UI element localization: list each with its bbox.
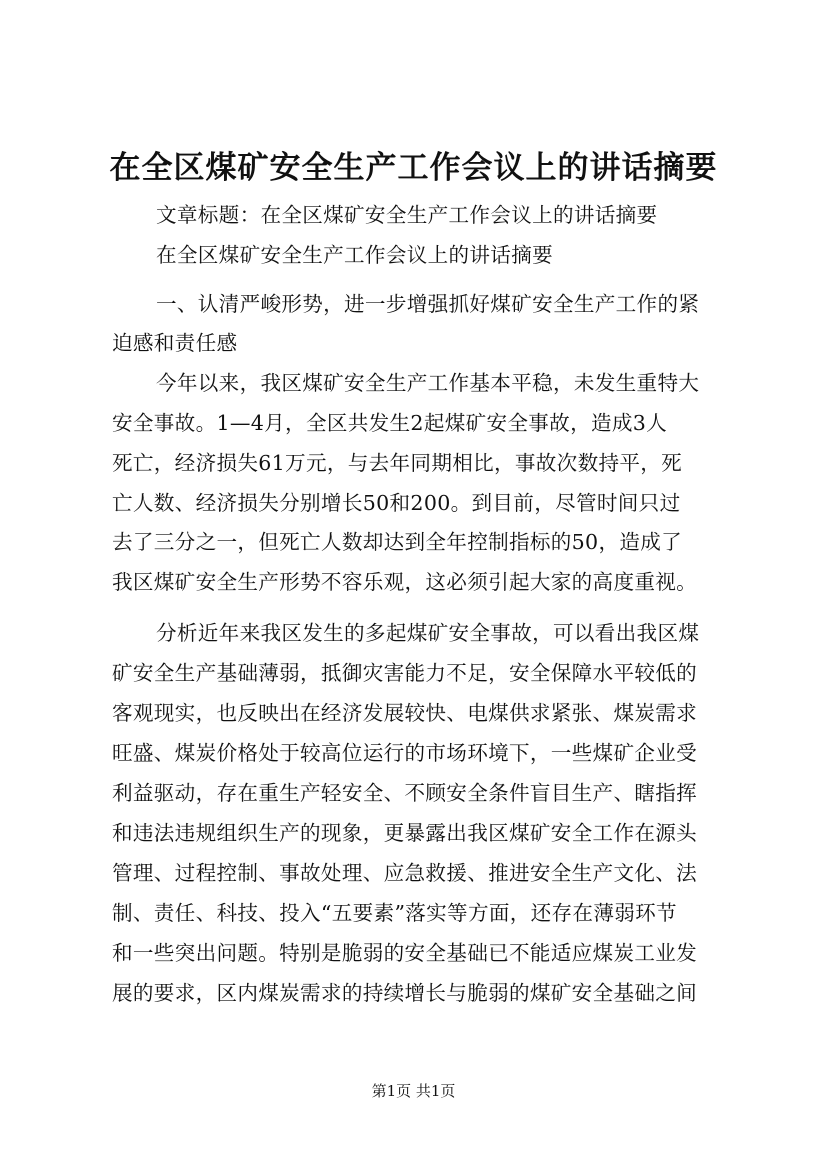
document-title: 在全区煤矿安全生产工作会议上的讲话摘要 — [109, 150, 718, 186]
subtitle: 在全区煤矿安全生产工作会议上的讲话摘要 — [156, 243, 553, 267]
page-number: 第1页 共1页 — [371, 1082, 456, 1100]
paragraph-line: 死亡，经济损失61万元，与去年同期相比，事故次数持平，死 — [112, 451, 683, 475]
paragraph-line: 分析近年来我区发生的多起煤矿安全事故，可以看出我区煤 — [156, 621, 700, 645]
paragraph-line: 去了三分之一，但死亡人数却达到全年控制指标的50，造成了 — [112, 530, 683, 554]
paragraph-line: 我区煤矿安全生产形势不容乐观，这必须引起大家的高度重视。 — [112, 570, 698, 594]
paragraph-line: 制、责任、科技、投入“五要素”落实等方面，还存在薄弱环节 — [112, 901, 677, 925]
paragraph-line: 矿安全生产基础薄弱，抵御灾害能力不足，安全保障水平较低的 — [112, 661, 698, 685]
paragraph-line: 管理、过程控制、事故处理、应急救援、推进安全生产文化、法 — [112, 861, 698, 885]
paragraph-line: 利益驱动，存在重生产轻安全、不顾安全条件盲目生产、瞎指挥 — [112, 781, 698, 805]
paragraph-line: 安全事故。1—4月，全区共发生2起煤矿安全事故，造成3人 — [112, 411, 668, 435]
section-heading-line: 迫感和责任感 — [112, 331, 238, 355]
paragraph-line: 展的要求，区内煤炭需求的持续增长与脆弱的煤矿安全基础之间 — [112, 981, 698, 1005]
paragraph-line: 和违法违规组织生产的现象，更暴露出我区煤矿安全工作在源头 — [112, 821, 698, 845]
section-heading-line: 一、认清严峻形势，进一步增强抓好煤矿安全生产工作的紧 — [156, 292, 700, 316]
paragraph-line: 亡人数、经济损失分别增长50和200。到目前，尽管时间只过 — [112, 491, 681, 515]
paragraph-line: 客观现实，也反映出在经济发展较快、电煤供求紧张、煤炭需求 — [112, 701, 698, 725]
paragraph-line: 旺盛、煤炭价格处于较高位运行的市场环境下，一些煤矿企业受 — [112, 741, 698, 765]
article-title-label: 文章标题：在全区煤矿安全生产工作会议上的讲话摘要 — [156, 203, 658, 227]
paragraph-line: 和一些突出问题。特别是脆弱的安全基础已不能适应煤炭工业发 — [112, 941, 698, 965]
paragraph-line: 今年以来，我区煤矿安全生产工作基本平稳，未发生重特大 — [156, 371, 700, 395]
